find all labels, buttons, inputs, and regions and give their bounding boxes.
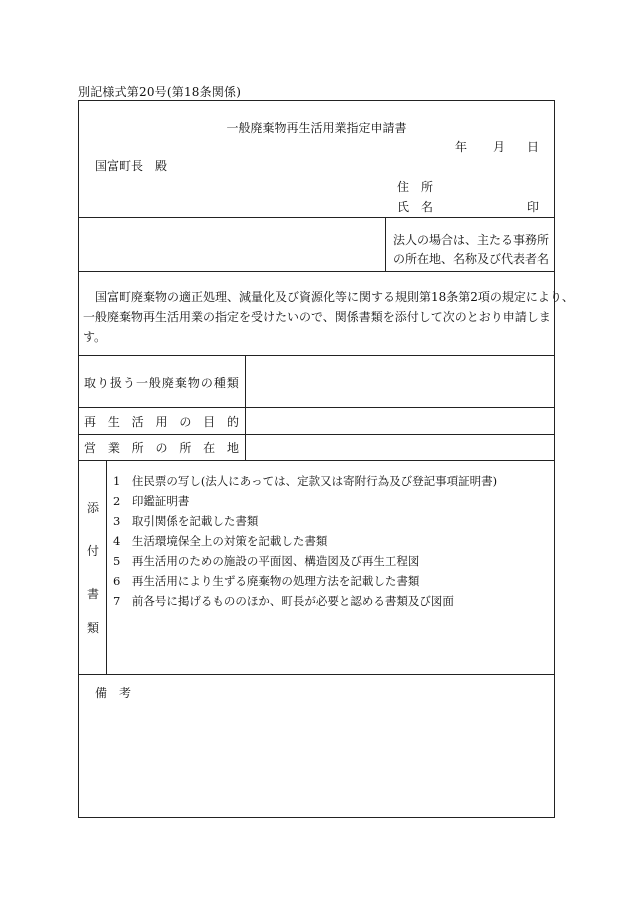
rule-label-divider: [245, 355, 246, 460]
label-char: 所: [131, 441, 144, 455]
rule-corp-divider: [385, 217, 386, 271]
label-char: 取: [84, 376, 97, 390]
attachment-item-6: 6 再生活用により生ずる廃棄物の処理方法を記載した書類: [113, 574, 420, 588]
purpose-label: [84, 413, 239, 430]
label-char: 所: [179, 441, 192, 455]
label-char: の: [200, 376, 213, 390]
label-char: 種: [213, 376, 226, 390]
form-title: 一般廃棄物再生活用業指定申請書: [226, 121, 407, 135]
rule-waste-bottom: [79, 407, 554, 408]
attachments-label-char-2: 付: [87, 544, 100, 558]
attachment-item-5: 5 再生活用のための施設の平面図、構造図及び再生工程図: [113, 554, 420, 568]
label-char: 地: [226, 441, 239, 455]
waste-type-label: [84, 374, 239, 391]
label-char: う: [122, 376, 135, 390]
corp-note-line2: の所在地、名称及び代表者名: [393, 252, 550, 266]
address-label: 住 所: [397, 180, 434, 194]
label-char: 生: [107, 415, 120, 429]
rule-attachment-divider: [106, 460, 107, 674]
label-char: 業: [107, 441, 120, 455]
label-char: 扱: [109, 376, 122, 390]
rule-purpose-bottom: [79, 434, 554, 435]
label-char: 在: [203, 441, 216, 455]
statement-line2: 一般廃棄物再生活用業の指定を受けたいので、関係書類を添付して次のとおり申請しま: [83, 310, 551, 324]
date-day-label: 日: [527, 140, 540, 154]
attachment-item-7: 7 前各号に掲げるもののほか、町長が必要と認める書類及び図面: [113, 594, 454, 608]
label-char: 再: [84, 415, 97, 429]
attachments-label-char-1: 添: [87, 501, 100, 515]
remarks-label: 備 考: [95, 686, 132, 700]
label-char: 物: [187, 376, 200, 390]
date-month-label: 月: [493, 140, 506, 154]
statement-line1: 国富町廃棄物の適正処理、減量化及び資源化等に関する規則第18条第2項の規定により、: [95, 290, 574, 304]
corp-note-line1: 法人の場合は、主たる事務所: [393, 233, 550, 247]
label-char: 活: [131, 415, 144, 429]
rule-office-bottom: [79, 460, 554, 461]
date-year-label: 年: [455, 140, 468, 154]
label-char: 営: [84, 441, 97, 455]
addressee: 国富町長 殿: [95, 159, 168, 173]
attachments-label-char-4: 類: [87, 621, 100, 635]
seal-mark: 印: [527, 200, 540, 214]
label-char: 般: [148, 376, 161, 390]
application-form-frame: [78, 100, 574, 818]
rule-attachments-bottom: [79, 674, 554, 675]
label-char: り: [96, 376, 109, 390]
rule-statement-bottom: [79, 355, 554, 356]
attachment-item-2: 2 印鑑証明書: [113, 494, 190, 508]
office-location-label: [84, 439, 239, 456]
label-char: 廃: [161, 376, 174, 390]
attachments-label-char-3: 書: [87, 587, 100, 601]
attachment-item-1: 1 住民票の写し(法人にあっては、定款又は寄附行為及び登記事項証明書): [113, 474, 498, 488]
name-label: 氏 名: [397, 200, 434, 214]
statement-line3: す。: [83, 330, 107, 344]
form-number-label: 別記様式第20号(第18条関係): [78, 85, 242, 99]
label-char: 的: [226, 415, 239, 429]
attachment-item-3: 3 取引関係を記載した書類: [113, 514, 259, 528]
rule-header-bottom: [79, 217, 554, 218]
label-char: の: [179, 415, 192, 429]
label-char: 用: [155, 415, 168, 429]
label-char: の: [155, 441, 168, 455]
rule-corp-bottom: [79, 271, 554, 272]
label-char: 類: [226, 376, 239, 390]
label-char: 一: [135, 376, 148, 390]
attachment-item-4: 4 生活環境保全上の対策を記載した書類: [113, 534, 328, 548]
label-char: 目: [203, 415, 216, 429]
label-char: 棄: [174, 376, 187, 390]
